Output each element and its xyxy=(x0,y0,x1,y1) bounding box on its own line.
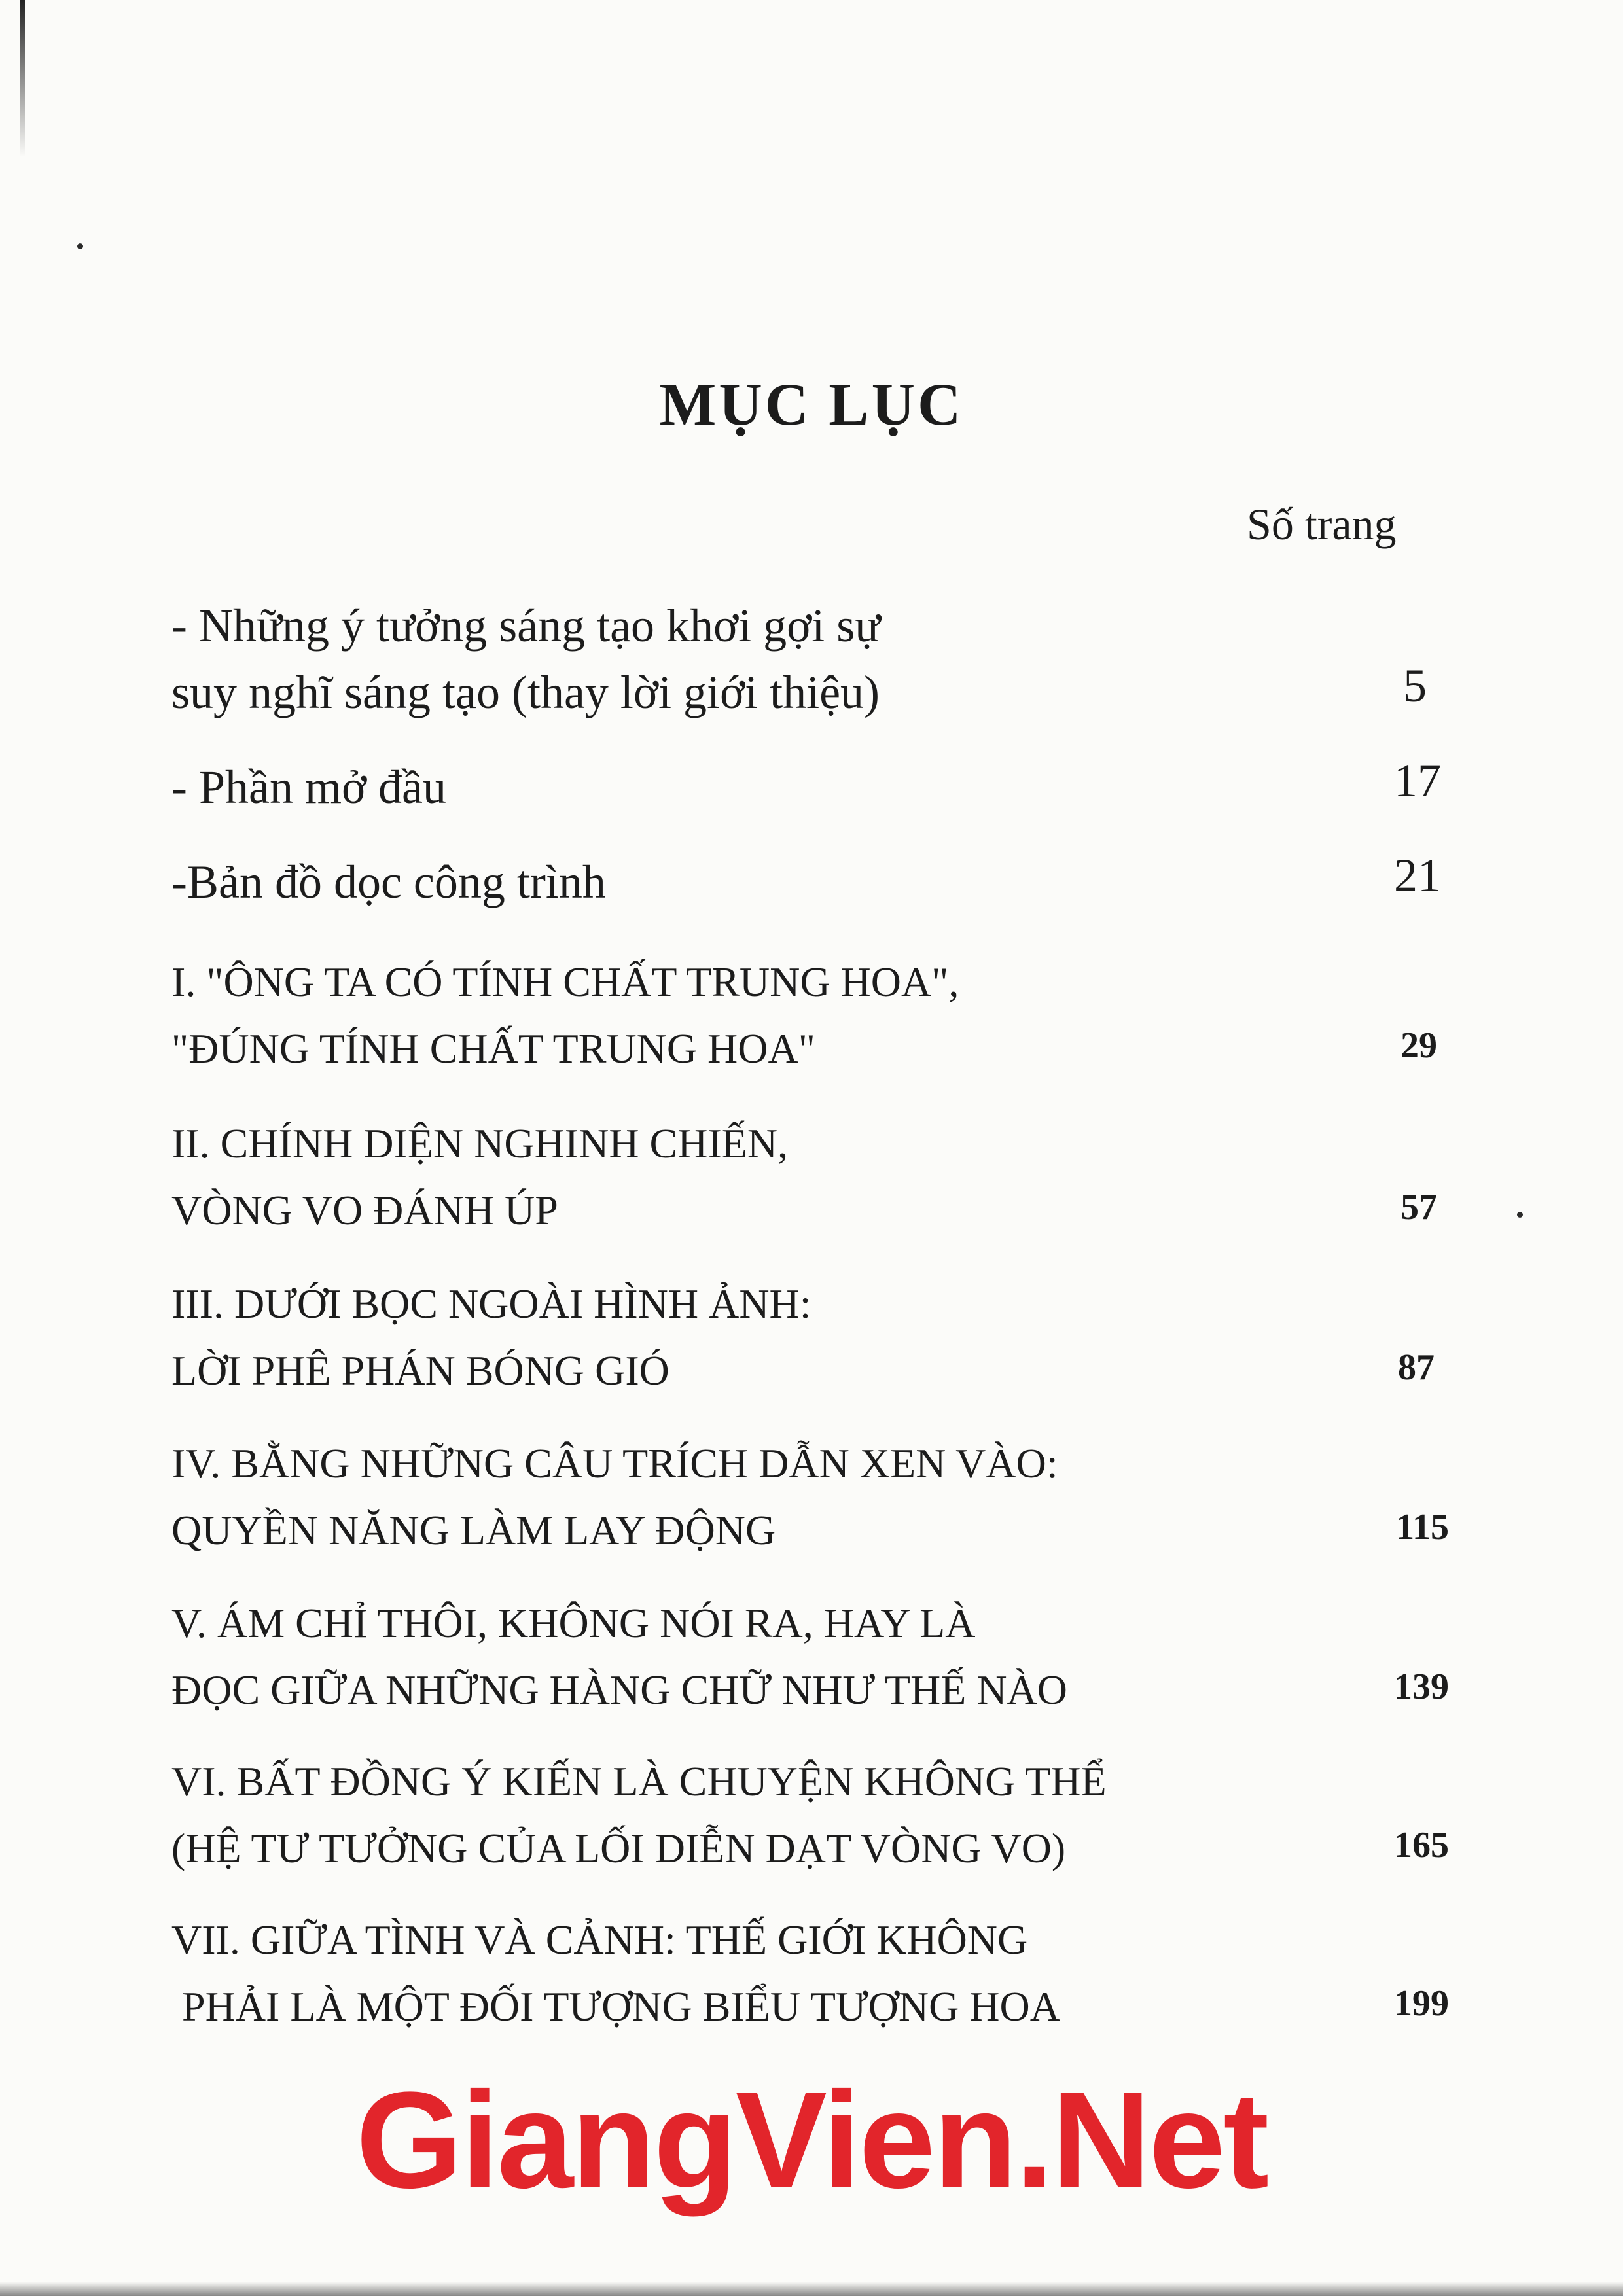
toc-entry-page-number: 57 xyxy=(1400,1187,1437,1227)
toc-entry-chapter-2[interactable] xyxy=(171,1110,1480,1244)
toc-entry-title-line: -Bản đồ dọc công trình xyxy=(171,856,606,908)
toc-entry-title-line: QUYỀN NĂNG LÀM LAY ĐỘNG xyxy=(171,1507,776,1553)
toc-entry-page-number: 165 xyxy=(1394,1825,1449,1865)
toc-entry-title-line: suy nghĩ sáng tạo (thay lời giới thiệu) xyxy=(171,666,880,718)
toc-entry-intro[interactable] xyxy=(171,592,1480,726)
toc-entry-chapter-3[interactable] xyxy=(171,1271,1480,1404)
toc-entry-title-line: VII. GIỮA TÌNH VÀ CẢNH: THẾ GIỚI KHÔNG xyxy=(171,1916,1028,1963)
toc-entry-title-line: V. ÁM CHỈ THÔI, KHÔNG NÓI RA, HAY LÀ xyxy=(171,1600,976,1646)
toc-entry-page-number: 115 xyxy=(1396,1507,1449,1547)
toc-entry-page-number: 87 xyxy=(1398,1347,1435,1388)
toc-entry-page-number: 5 xyxy=(1403,660,1427,712)
toc-entry-title-line: IV. BẰNG NHỮNG CÂU TRÍCH DẪN XEN VÀO: xyxy=(171,1440,1058,1487)
site-watermark: GiangVien.Net xyxy=(355,2063,1268,2217)
toc-entry-page-number: 139 xyxy=(1394,1667,1449,1707)
page-title: MỤC LỤC xyxy=(659,371,964,438)
toc-entry-title-line: I. "ÔNG TA CÓ TÍNH CHẤT TRUNG HOA", xyxy=(171,959,959,1005)
toc-entry-title-line: (HỆ TƯ TƯỞNG CỦA LỐI DIỄN DẠT VÒNG VO) xyxy=(171,1825,1066,1871)
toc-entry-map[interactable] xyxy=(171,849,1480,915)
toc-entry-chapter-1[interactable] xyxy=(171,949,1480,1082)
toc-entry-title-line: - Phần mở đầu xyxy=(171,761,447,813)
toc-entry-chapter-5[interactable] xyxy=(171,1590,1480,1723)
toc-entry-chapter-4[interactable] xyxy=(171,1430,1480,1564)
toc-entry-title-line: - Những ý tưởng sáng tạo khơi gợi sự xyxy=(171,599,881,652)
toc-entry-chapter-6[interactable] xyxy=(171,1748,1480,1882)
scan-speck xyxy=(1517,1212,1523,1218)
page-number-column-label: Số trang xyxy=(1247,499,1397,549)
scan-speck xyxy=(77,243,83,249)
page-edge-shadow-left xyxy=(20,0,25,157)
toc-entry-title-line: "ĐÚNG TÍNH CHẤT TRUNG HOA" xyxy=(171,1025,815,1072)
toc-entry-opening[interactable] xyxy=(171,754,1480,821)
toc-entry-title-line: VI. BẤT ĐỒNG Ý KIẾN LÀ CHUYỆN KHÔNG THỂ xyxy=(171,1758,1107,1805)
toc-entry-title-line: III. DƯỚI BỌC NGOÀI HÌNH ẢNH: xyxy=(171,1280,812,1327)
toc-entry-page-number: 21 xyxy=(1394,849,1441,902)
toc-entry-page-number: 17 xyxy=(1394,754,1441,807)
toc-entry-page-number: 29 xyxy=(1400,1025,1437,1066)
toc-entry-chapter-7[interactable] xyxy=(171,1907,1480,2040)
toc-entry-title-line: PHẢI LÀ MỘT ĐỐI TƯỢNG BIỂU TƯỢNG HOA xyxy=(171,1983,1060,2030)
toc-entry-title-line: VÒNG VO ĐÁNH ÚP xyxy=(171,1187,558,1233)
toc-entry-title-line: ĐỌC GIỮA NHỮNG HÀNG CHỮ NHƯ THẾ NÀO xyxy=(171,1667,1067,1713)
page-edge-shadow-bottom xyxy=(0,2282,1623,2296)
toc-entry-title-line: LỜI PHÊ PHÁN BÓNG GIÓ xyxy=(171,1347,669,1394)
toc-entry-page-number: 199 xyxy=(1394,1983,1449,2024)
toc-entry-title-line: II. CHÍNH DIỆN NGHINH CHIẾN, xyxy=(171,1120,789,1167)
